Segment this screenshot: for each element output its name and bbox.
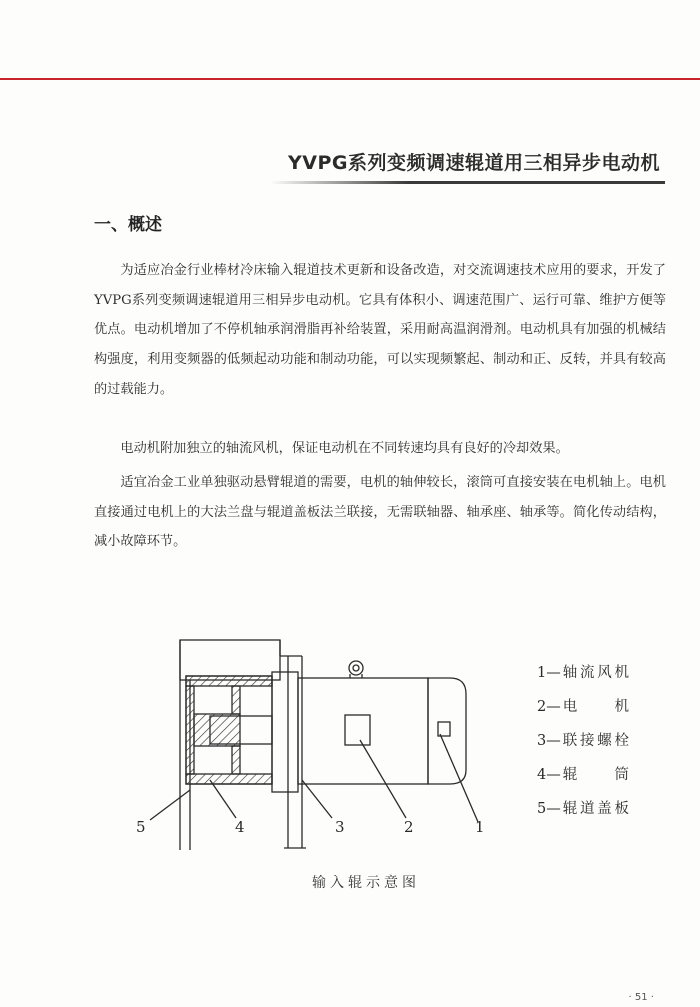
legend-label: 电机: [562, 699, 629, 715]
legend-number: 3—: [537, 733, 561, 749]
legend-item: [537, 656, 629, 690]
callout-4: 4: [235, 818, 245, 836]
roller-diagram: [120, 630, 520, 860]
legend-item: [537, 690, 629, 724]
page-title: YVPG系列变频调速辊道用三相异步电动机: [288, 152, 660, 174]
top-red-rule: [0, 78, 700, 80]
paragraph-overview: 为适应冶金行业棒材冷床输入辊道技术更新和设备改造，对交流调速技术应用的要求，开发了YVPG系列变频调速辊道用三相异步电动机。它具有体积小、调速范围广、运行可靠、维护方便等优点。电动机增加了不停机轴承润滑脂再补给装置，采用耐高温润滑剂。电动机具有加强的机械结构强度，利用变频器的低频起动功能和制动功能，可以实现频繁起、制动和正、反转，并具有较高的过载能力。: [94, 263, 666, 397]
legend-label: 辊筒: [562, 767, 629, 783]
figure-legend: [537, 656, 629, 826]
legend-number: 1—: [537, 665, 561, 681]
title-underline: [270, 181, 665, 184]
legend-label: 轴流风机: [562, 665, 629, 681]
callout-1: 1: [475, 818, 485, 836]
legend-number: 4—: [537, 767, 561, 783]
callout-3: 3: [335, 818, 345, 836]
paragraph-cooling: 电动机附加独立的轴流风机，保证电动机在不同转速均具有良好的冷却效果。: [120, 441, 569, 457]
legend-item: [537, 724, 629, 758]
figure-caption: 输入辊示意图: [312, 875, 420, 891]
legend-label: 辊道盖板: [562, 801, 629, 817]
legend-label: 联接螺栓: [562, 733, 629, 749]
legend-number: 2—: [537, 699, 561, 715]
callout-2: 2: [404, 818, 414, 836]
legend-item: [537, 758, 629, 792]
page-number: · 51 ·: [628, 992, 654, 1003]
callout-5: 5: [136, 818, 146, 836]
section-heading: 一、概述: [94, 215, 162, 235]
legend-item: [537, 792, 629, 826]
legend-number: 5—: [537, 801, 561, 817]
paragraph-application: 适宜冶金工业单独驱动悬臂辊道的需要，电机的轴伸较长，滚筒可直接安装在电机轴上。电机直接通过电机上的大法兰盘与辊道盖板法兰联接，无需联轴器、轴承座、轴承等。简化传动结构，减小故障环节。: [94, 475, 666, 550]
